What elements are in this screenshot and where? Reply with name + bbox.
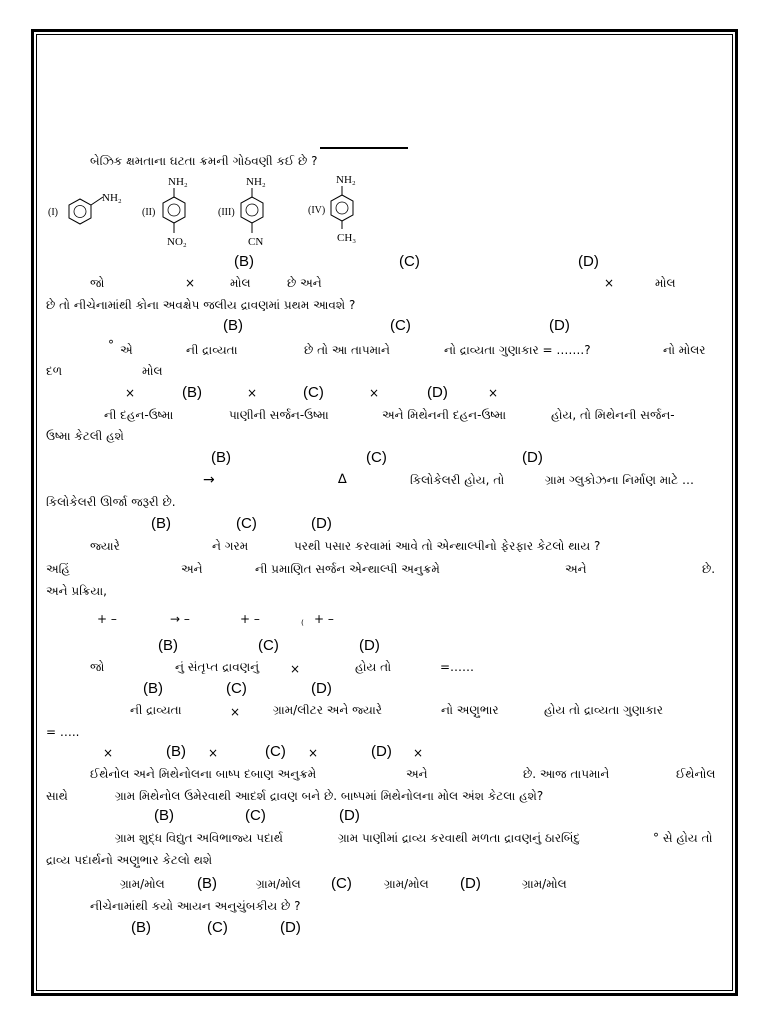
q3-text-g: મોલ [142, 364, 163, 378]
aromatic-circle-iii [246, 204, 258, 216]
nh2-label-i: NH₂ [102, 192, 122, 204]
q3-times-c: × [369, 386, 380, 400]
q7-text-e: =…… [440, 660, 475, 674]
no2-label-ii: NO₂ [167, 236, 187, 248]
q5-text-b: ગ્રામ ગ્લુકોઝના નિર્માણ માટે … [545, 473, 694, 487]
q3-text-f: દળ [46, 364, 63, 378]
q1-option-b[interactable]: (B) [234, 253, 254, 270]
q1-option-c[interactable]: (C) [399, 253, 420, 270]
q5-text-c: કિલોકેલરી ઊર્જા જરૂરી છે. [46, 495, 176, 509]
nh2-label-ii: NH₂ [168, 176, 188, 188]
nh2-label-iv: NH₂ [336, 175, 356, 186]
label-iv: (IV) [308, 205, 326, 216]
q7-option-c[interactable]: (C) [226, 680, 247, 697]
q1-option-d[interactable]: (D) [578, 253, 599, 270]
q6-text-b: ને ગરમ [212, 539, 249, 553]
benzene-ring-iv [331, 195, 353, 221]
q4-text-b: પાણીની સર્જન-ઉષ્મા [229, 408, 329, 422]
q10-text-c: ° સે હોય તો [653, 831, 713, 845]
q10-text-b: ગ્રામ પાણીમાં દ્રાવ્ય કરવાથી મળતા દ્રાવણનું ઠારબિંદુ [338, 831, 581, 845]
q7-option-b[interactable]: (B) [143, 680, 163, 697]
q5-option-b[interactable]: (B) [151, 515, 171, 532]
q2-text-line2: છે તો નીચેનામાંથી કોના અવક્ષેપ જલીય દ્રાવણમાં પ્રથમ આવશે ? [46, 298, 356, 312]
q6-option-b[interactable]: (B) [158, 637, 178, 654]
q3-times-a: × [125, 386, 136, 400]
q2-option-d[interactable]: (D) [549, 317, 570, 334]
q8-times-d: × [413, 746, 424, 760]
q7-option-d[interactable]: (D) [311, 680, 332, 697]
q6-text-f: ની પ્રમાણિત સર્જન એન્થાલ્પી અનુક્રમે [255, 562, 440, 576]
q6-text-c: પરથી પસાર કરવામાં આવે તો એન્થાલ્પીનો ફેરફાર કેટલો થાય ? [294, 539, 601, 553]
q9-option-b[interactable]: (B) [154, 807, 174, 824]
q3-text-b: ની દ્રાવ્યતા [186, 343, 238, 357]
q8-times-b: × [208, 746, 219, 760]
q8-text-e: હોય તો દ્રાવ્યતા ગુણાકાર [544, 703, 663, 717]
q2-times-1: × [185, 276, 196, 290]
q2-mol-2: મોલ [655, 276, 676, 290]
q2-option-c[interactable]: (C) [390, 317, 411, 334]
question-1-text: બેઝિક ક્ષમતાના ઘટતા ક્રમની ગોઠવણી કઈ છે ? [90, 154, 318, 168]
q3-times-d: × [488, 386, 499, 400]
q10-unit-b: ગ્રામ/મોલ [256, 877, 301, 891]
q6-text-i: અને પ્રક્રિયા, [46, 584, 107, 598]
q2-times-2: × [604, 276, 615, 290]
q6-text-g: અને [565, 562, 587, 576]
q7-text-b: નું સંતૃપ્ત દ્રાવણનું [175, 660, 260, 674]
q8-times-a: × [103, 746, 114, 760]
q9-text-c: છે. આજ તાપમાને [523, 767, 610, 781]
q11-option-b[interactable]: (B) [131, 919, 151, 936]
benzene-structures-diagram [46, 175, 386, 257]
q8-option-c[interactable]: (C) [265, 743, 286, 760]
q7-times: × [290, 662, 301, 676]
aromatic-circle-ii [168, 204, 180, 216]
q6-eq-5: + – [314, 612, 334, 626]
q9-text-e: સાથે [46, 789, 68, 803]
q7-text-a: જો [90, 660, 105, 674]
q8-text-f: = ….. [46, 725, 80, 739]
q10-option-c[interactable]: (C) [331, 875, 352, 892]
q3-degree: ° [108, 338, 114, 352]
q7-text-d: હોય તો [355, 660, 392, 674]
q6-text-a: જ્યારે [90, 539, 120, 553]
q3-times-b: × [247, 386, 258, 400]
q3-text-c: છે તો આ તાપમાને [304, 343, 390, 357]
q11-option-d[interactable]: (D) [280, 919, 301, 936]
q10-option-d[interactable]: (D) [460, 875, 481, 892]
q6-text-h: છે. [702, 562, 716, 576]
q8-option-b[interactable]: (B) [166, 743, 186, 760]
q6-text-e: અને [181, 562, 203, 576]
q10-unit-a: ગ્રામ/મોલ [120, 877, 165, 891]
q5-arrow: → [203, 472, 215, 488]
q11-text: નીચેનામાંથી કયો આયન અનુચુંબકીય છે ? [90, 899, 301, 913]
q5-option-c[interactable]: (C) [236, 515, 257, 532]
label-iii: (III) [218, 207, 235, 218]
q9-text-d: ઈથેનોલ [676, 767, 716, 781]
q10-text-a: ગ્રામ શુદ્ધ વિદ્યુત અવિભાજ્ય પદાર્થ [115, 831, 283, 845]
q4-text-c: અને મિથેનની દહન-ઉષ્મા [382, 408, 507, 422]
q9-option-d[interactable]: (D) [339, 807, 360, 824]
aromatic-circle-iv [336, 202, 348, 214]
q8-option-d[interactable]: (D) [371, 743, 392, 760]
q2-text-d: છે અને [287, 276, 322, 290]
q11-option-c[interactable]: (C) [207, 919, 228, 936]
ch3-label-iv: CH₃ [337, 232, 357, 244]
q10-unit-c: ગ્રામ/મોલ [384, 877, 429, 891]
q8-text-d: નો અણુભાર [441, 703, 499, 717]
benzene-ring-iii [241, 197, 263, 223]
q10-unit-d: ગ્રામ/મોલ [522, 877, 567, 891]
benzene-ring-ii [163, 197, 185, 223]
aromatic-circle-i [74, 206, 86, 218]
q10-option-b[interactable]: (B) [197, 875, 217, 892]
q4-text-e: ઉષ્મા કેટલી હશે [46, 429, 124, 443]
q5-option-d[interactable]: (D) [311, 515, 332, 532]
q6-eq-2: → – [170, 612, 190, 626]
q6-option-d[interactable]: (D) [359, 637, 380, 654]
q5-delta: ∆ [338, 472, 347, 487]
q8-times-c: × [308, 746, 319, 760]
q6-text-d: અહિં [46, 562, 70, 576]
q4-option-c[interactable]: (C) [366, 449, 387, 466]
q2-text-a: જો [90, 276, 105, 290]
q4-option-b[interactable]: (B) [211, 449, 231, 466]
q10-text-d: દ્રાવ્ય પદાર્થનો અણુભાર કેટલો થશે [46, 853, 213, 867]
q9-text-b: અને [406, 767, 428, 781]
q9-text-a: ઈથેનોલ અને મિથેનોલના બાષ્પ દબાણ અનુક્રમે [90, 767, 317, 781]
header-rule [320, 147, 408, 149]
q9-text-f: ગ્રામ મિથેનોલ ઉમેરવાથી આદર્શ દ્રાવણ બને છે. બાષ્પમાં મિથેનોલના મોલ અંશ કેટલા હશે? [115, 789, 544, 803]
nh2-label-iii: NH₂ [246, 176, 266, 188]
q5-text-a: કિલોકેલરી હોય, તો [410, 473, 505, 487]
q8-text-c: ગ્રામ/લીટર અને જ્યારે [273, 703, 382, 717]
q2-option-b[interactable]: (B) [223, 317, 243, 334]
q3-text-a: એ [120, 343, 133, 357]
q4-text-d: હોય, તો મિથેનની સર્જન- [551, 408, 675, 422]
q6-eq-4: ₍ [301, 614, 304, 628]
label-ii: (II) [142, 207, 156, 218]
q3-option-b[interactable]: (B) [182, 384, 202, 401]
q4-option-d[interactable]: (D) [522, 449, 543, 466]
q8-times: × [230, 705, 241, 719]
q8-text-a: ની દ્રાવ્યતા [130, 703, 182, 717]
q2-mol-1: મોલ [230, 276, 251, 290]
q3-option-d[interactable]: (D) [427, 384, 448, 401]
q6-eq-3: + – [240, 612, 260, 626]
q4-text-a: ની દહન-ઉષ્મા [104, 408, 174, 422]
label-i: (I) [48, 207, 58, 218]
q9-option-c[interactable]: (C) [245, 807, 266, 824]
q3-text-d: નો દ્રાવ્યતા ગુણાકાર = …….? [444, 343, 591, 357]
q3-text-e: નો મોલર [663, 343, 706, 357]
q6-option-c[interactable]: (C) [258, 637, 279, 654]
benzene-ring-i [69, 199, 91, 224]
cn-label-iii: CN [248, 236, 264, 248]
q3-option-c[interactable]: (C) [303, 384, 324, 401]
q6-eq-1: + – [97, 612, 117, 626]
